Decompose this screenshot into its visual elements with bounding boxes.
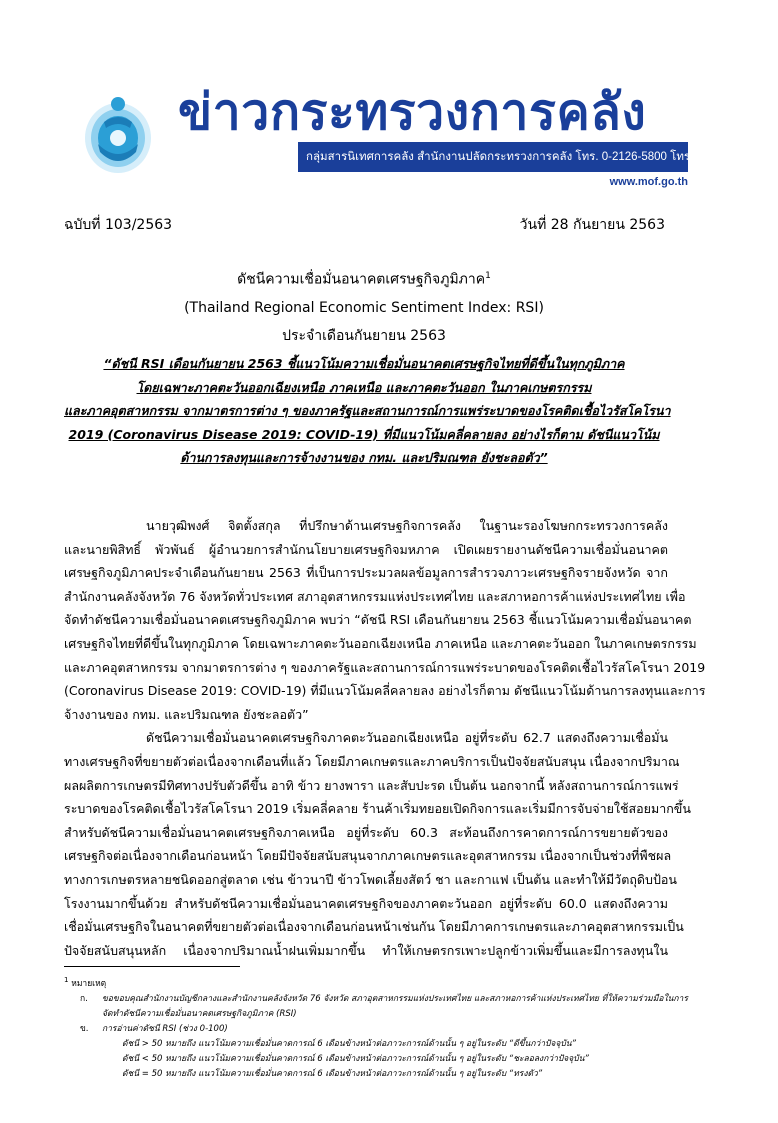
body-text — [64, 514, 706, 962]
body-line: (Coronavirus Disease 2019: COVID-19) ที่มีแนวโน้มคลี่คลายลง อย่างไรก็ตาม ดัชนีแนวโน้มด้านการลงทุนและการ — [64, 683, 706, 699]
summary-line: 2019 (Coronavirus Disease 2019: COVID-19) ที่มีแนวโน้มคลี่คลายลง อย่างไรก็ตาม ดัชนีแนวโน้ม — [68, 426, 660, 442]
body-line: เชื่อมั่นเศรษฐกิจในอนาคตที่ขยายตัวต่อเนื่องจากเดือนก่อนหน้าเช่นกัน โดยมีภาคการเกษตรและภาคอุตสาหกรรมเป็น — [64, 919, 684, 935]
letterhead-contact-bar — [298, 142, 778, 172]
body-line: และภาคอุตสาหกรรม จากมาตรการต่าง ๆ ของภาครัฐและสถานการณ์การแพร่ระบาดของโรคติดเชื้อไวรัสโคโรนา 2019 — [64, 659, 706, 675]
footnote-item-b: ข. การอ่านค่าดัชนี RSI (ช่วง 0-100) — [80, 1023, 228, 1034]
footnote-ref: 1 — [485, 271, 491, 281]
letterhead-title: ข่าวกระทรวงการคลัง — [178, 84, 647, 140]
body-line: ระบาดของโรคติดเชื้อไวรัสโคโรนา 2019 เริ่มคลี่คลาย ร้านค้าเริ่มทยอยเปิดกิจการและเริ่มมีการจับจ่ายใช้สอยมากขึ้น — [64, 801, 691, 817]
summary-quote — [64, 352, 671, 470]
body-line: สำหรับดัชนีความเชื่อมั่นอนาคตเศรษฐกิจภาคเหนือ อยู่ที่ระดับ 60.3 สะท้อนถึงการคาดการณ์การขยายตัวของ — [64, 824, 668, 840]
body-line: โรงงานมากขึ้นด้วย สำหรับดัชนีความเชื่อมั่นอนาคตเศรษฐกิจของภาคตะวันออก อยู่ที่ระดับ 60.0 แสดงถึงความ — [64, 895, 668, 911]
summary-line: ด้านการลงทุนและการจ้างงานของ กทม. และปริมณฑล ยังชะลอตัว” — [180, 450, 548, 466]
body-line: ทางการเกษตรหลายชนิดออกสู่ตลาด เช่น ข้าวนาปี ข้าวโพดเลี้ยงสัตว์ ชา และกาแฟ เป็นต้น และทำให้มีวัตถุดิบป้อน — [64, 871, 677, 887]
title-line-3: ประจำเดือนกันยายน 2563 — [282, 327, 446, 344]
body-line: ดัชนีความเชื่อมั่นอนาคตเศรษฐกิจภาคตะวันออกเฉียงเหนือ อยู่ที่ระดับ 62.7 แสดงถึงความเชื่อมั่น — [146, 730, 668, 746]
title-line-2: (Thailand Regional Economic Sentiment Index: RSI) — [184, 299, 544, 316]
footnote — [64, 972, 688, 1082]
footnote-item-a: ก. ขอขอบคุณสำนักงานบัญชีกลางและสำนักงานคลังจังหวัด 76 จังหวัด สภาอุตสาหกรรมแห่งประเทศไทย และสภาหอการค้าแห่งประเทศไทย ที่ให้ความร่วมมือในการ — [80, 993, 688, 1004]
body-line: นายวุฒิพงศ์ จิตตั้งสกุล ที่ปรึกษาด้านเศรษฐกิจการคลัง ในฐานะรองโฆษกกระทรวงการคลัง — [146, 518, 668, 533]
letterhead-contact-text: กลุ่มสารนิเทศการคลัง สำนักงานปลัดกระทรวงการคลัง โทร. 0-2126-5800 โทรสาร 0-2273-9763 — [306, 151, 778, 163]
body-line: ผลผลิตการเกษตรมีทิศทางปรับตัวดีขึ้น อาทิ ข้าว ยางพารา และสับปะรด เป็นต้น นอกจากนี้ หลังสถานการณ์การแพร่ — [64, 777, 679, 793]
document-title — [64, 262, 664, 350]
footnote-sub-1: ดัชนี > 50 หมายถึง แนวโน้มความเชื่อมั่นคาดการณ์ 6 เดือนข้างหน้าต่อภาวะการณ์ด้านนั้น ๆ อยู่ในระดับ “ดีขึ้นกว่าปัจจุบัน” — [122, 1038, 576, 1049]
letterhead-url: www.mof.go.th — [609, 176, 688, 188]
body-line: สำนักงานคลังจังหวัด 76 จังหวัดทั่วประเทศ สภาอุตสาหกรรมแห่งประเทศไทย และสภาหอการค้าแห่งประเทศไทย เพื่อ — [64, 588, 686, 604]
summary-line: และภาคอุตสาหกรรม จากมาตรการต่าง ๆ ของภาครัฐและสถานการณ์การแพร่ระบาดของโรคติดเชื้อไวรัสโคโรนา — [64, 403, 671, 419]
summary-line: โดยเฉพาะภาคตะวันออกเฉียงเหนือ ภาคเหนือ และภาคตะวันออก ในภาคเกษตรกรรม — [136, 379, 592, 395]
footnote-sub-2: ดัชนี < 50 หมายถึง แนวโน้มความเชื่อมั่นคาดการณ์ 6 เดือนข้างหน้าต่อภาวะการณ์ด้านนั้น ๆ อยู่ในระดับ “ชะลอลงกว่าปัจจุบัน” — [122, 1053, 589, 1064]
body-line: จัดทำดัชนีความเชื่อมั่นอนาคตเศรษฐกิจภูมิภาค พบว่า “ดัชนี RSI เดือนกันยายน 2563 ชี้แนวโน้มความเชื่อมั่นอนาคต — [64, 612, 692, 628]
footnote-item-a-cont: จัดทำดัชนีความเชื่อมั่นอนาคตเศรษฐกิจภูมิภาค (RSI) — [102, 1008, 297, 1019]
ministry-emblem-icon — [80, 92, 156, 176]
body-line: เศรษฐกิจภูมิภาคประจำเดือนกันยายน 2563 ที่เป็นการประมวลผลข้อมูลการสำรวจภาวะเศรษฐกิจรายจังหวัด จาก — [64, 565, 668, 581]
body-line: และนายพิสิทธิ์ พัวพันธ์ ผู้อำนวยการสำนักนโยบายเศรษฐกิจมหภาค เปิดเผยรายงานดัชนีความเชื่อมั่นอนาคต — [64, 541, 668, 557]
body-line: จ้างงานของ กทม. และปริมณฑล ยังชะลอตัว” — [64, 706, 309, 722]
issue-number: ฉบับที่ 103/2563 — [64, 217, 173, 233]
footnote-sub-3: ดัชนี = 50 หมายถึง แนวโน้มความเชื่อมั่นคาดการณ์ 6 เดือนข้างหน้าต่อภาวะการณ์ด้านนั้น ๆ อยู่ในระดับ “ทรงตัว” — [122, 1068, 543, 1079]
footnote-divider — [64, 966, 240, 967]
summary-line: “ดัชนี RSI เดือนกันยายน 2563 ชี้แนวโน้มความเชื่อมั่นอนาคตเศรษฐกิจไทยที่ดีขึ้นในทุกภูมิภาค — [103, 356, 625, 371]
title-line-1: ดัชนีความเชื่อมั่นอนาคตเศรษฐกิจภูมิภาค$^1$ — [237, 271, 491, 288]
body-line: ทางเศรษฐกิจที่ขยายตัวต่อเนื่องจากเดือนที่แล้ว โดยมีภาคเกษตรและภาคบริการเป็นปัจจัยสนับสนุน เนื่องจากปริมาณ — [64, 753, 680, 769]
issue-date: วันที่ 28 กันยายน 2563 — [519, 217, 665, 233]
body-line: เศรษฐกิจต่อเนื่องจากเดือนก่อนหน้า โดยมีปัจจัยสนับสนุนจากภาคเกษตรและอุตสาหกรรม เนื่องจากเป็นช่วงที่พืชผล — [64, 848, 672, 864]
body-line: ปัจจัยสนับสนุนหลัก เนื่องจากปริมาณน้ำฝนเพิ่มมากขึ้น ทำให้เกษตรกรเพาะปลูกข้าวเพิ่มขึ้นและมีการลงทุนใน — [64, 942, 668, 958]
body-line: เศรษฐกิจไทยที่ดีขึ้นในทุกภูมิภาค โดยเฉพาะภาคตะวันออกเฉียงเหนือ ภาคเหนือ และภาคตะวันออก ในภาคเกษตรกรรม — [64, 635, 697, 651]
letterhead-brand — [178, 78, 778, 190]
footnote-heading: $^1$ หมายเหตุ — [64, 975, 107, 989]
